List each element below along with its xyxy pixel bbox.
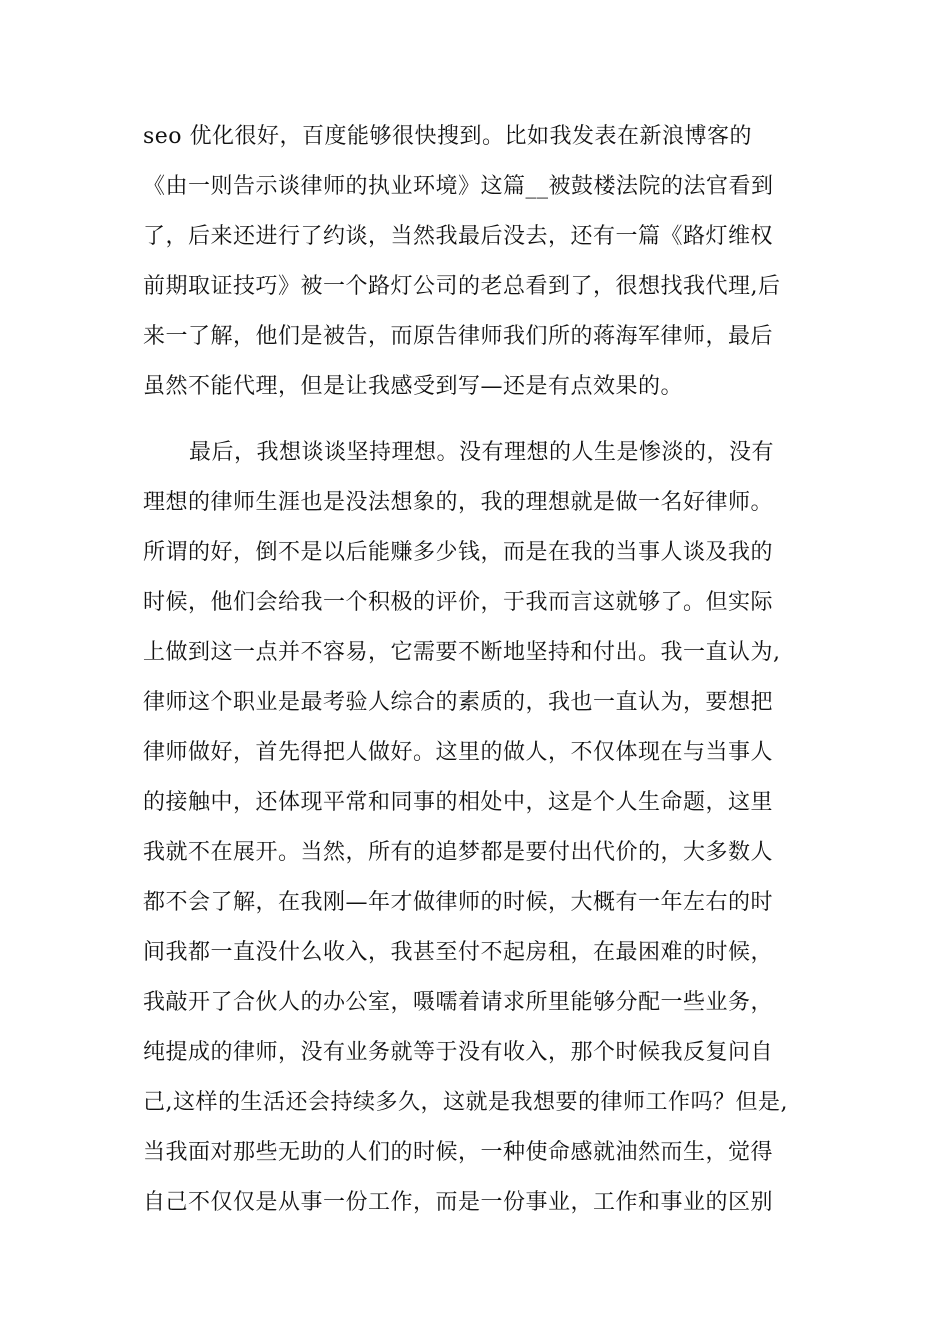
text-line: 前期取证技巧》被一个路灯公司的老总看到了，很想找我代理,后 (143, 274, 781, 299)
text-line: 来一了解，他们是被告，而原告律师我们所的蒋海军律师，最后 (143, 324, 774, 349)
text-line: 都不会了解，在我刚—年才做律师的时候，大概有一年左右的时 (143, 890, 774, 915)
paragraph-2 (143, 428, 823, 1228)
text-line: 所谓的好，倒不是以后能赚多少钱，而是在我的当事人谈及我的 (143, 540, 774, 565)
text-line: seo 优化很好，百度能够很快搜到。比如我发表在新浪博客的 (143, 124, 753, 149)
text-line: 最后，我想谈谈坚持理想。没有理想的人生是惨淡的，没有 (189, 440, 775, 465)
text-line: 虽然不能代理，但是让我感受到写—还是有点效果的。 (143, 374, 684, 399)
text-line: 律师做好，首先得把人做好。这里的做人，不仅体现在与当事人 (143, 740, 774, 765)
text-line: 《由一则告示谈律师的执业环境》这篇__被鼓楼法院的法官看到 (143, 174, 774, 199)
text-line: 纯提成的律师，没有业务就等于没有收入，那个时候我反复问自 (143, 1040, 774, 1065)
text-line: 的接触中，还体现平常和同事的相处中，这是个人生命题，这里 (143, 790, 774, 815)
text-line: 间我都一直没什么收入，我甚至付不起房租，在最困难的时候， (143, 940, 774, 965)
text-line: 上做到这一点并不容易，它需要不断地坚持和付出。我一直认为, (143, 640, 781, 665)
text-line: 理想的律师生涯也是没法想象的，我的理想就是做一名好律师。 (143, 490, 774, 515)
paragraph-1 (143, 112, 823, 412)
text-line: 了，后来还进行了约谈，当然我最后没去，还有一篇《路灯维权 (143, 224, 774, 249)
text-line: 时候，他们会给我一个积极的评价，于我而言这就够了。但实际 (143, 590, 774, 615)
text-line: 我就不在展开。当然，所有的追梦都是要付出代价的，大多数人 (143, 840, 774, 865)
text-line: 当我面对那些无助的人们的时候，一种使命感就油然而生，觉得 (143, 1140, 774, 1165)
text-line: 律师这个职业是最考验人综合的素质的，我也一直认为，要想把 (143, 690, 774, 715)
text-line: 我敲开了合伙人的办公室，嗫嚅着请求所里能够分配一些业务， (143, 990, 774, 1015)
text-line: 自己不仅仅是从事一份工作，而是一份事业，工作和事业的区别 (143, 1190, 774, 1215)
text-line: 己,这样的生活还会持续多久，这就是我想要的律师工作吗？但是, (143, 1090, 788, 1115)
